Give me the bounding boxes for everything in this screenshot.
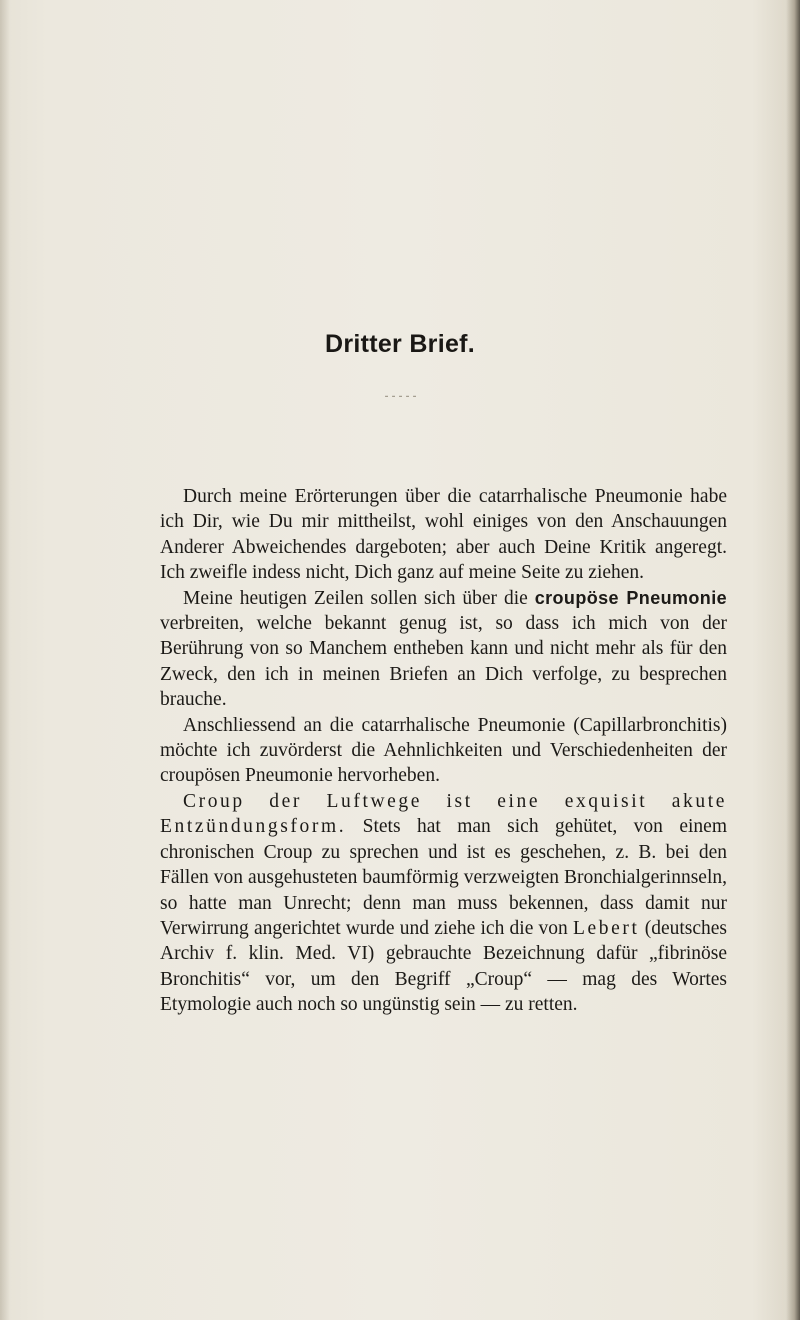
emphasis-croupoese-pneumonie: croupöse Pneumonie: [534, 587, 728, 608]
paragraph-2: [160, 586, 727, 713]
paragraph-4: [160, 789, 727, 1018]
spaced-lead-croup: Croup der Luftwege ist eine exquisit akute Entzündungsform.: [160, 790, 727, 838]
paragraph-1: Durch meine Erörterungen über die catarrhalische Pneumonie habe ich Dir, wie Du mir mittheilst, wohl einiges von den Anschauungen Anderer Abweichendes dargeboten; aber auch Deine Kritik angeregt. Ich zweifle indess nicht, Dich ganz auf meine Seite zu ziehen.: [160, 486, 727, 584]
paragraph-4-middle: Stets hat man sich gehütet, von einem chronischen Croup zu sprechen und ist es geschehen, z. B. bei den Fällen von ausgehusteten baumförmig verzweigten Bronchialgerinnseln, so hatte man Unrecht; denn man muss bekennen, dass damit nur Verwirrung angerichtet wurde und ziehe ich die von: [160, 816, 727, 939]
paragraph-2-before: Meine heutigen Zeilen sollen sich über die: [183, 587, 535, 609]
ornament-divider: ⁃⁃⁃⁃⁃: [384, 392, 419, 403]
spaced-name-lebert: Lebert: [573, 917, 640, 939]
body-text: [160, 484, 727, 1018]
paragraph-3: Anschliessend an die catarrhalische Pneumonie (Capillarbronchitis) möchte ich zuvörderst die Aehnlichkeiten und Verschiedenheiten der croupösen Pneumonie hervorheben.: [160, 714, 727, 787]
paragraph-2-after: verbreiten, welche bekannt genug ist, so dass ich mich von der Berührung von so Manchem entheben kann und nicht mehr als für den Zweck, den ich in meinen Briefen an Dich verfolge, zu besprechen brauche.: [160, 613, 727, 711]
page-edge-left: [0, 0, 10, 1320]
page-edge-right: [786, 0, 800, 1320]
chapter-title: Dritter Brief.: [324, 330, 476, 358]
paragraph-4-after: (deutsches Archiv f. klin. Med. VI) gebrauchte Bezeichnung dafür „fibrinöse Bronchitis“ vor, um den Begriff „Croup“ — mag des Wortes Etymologie auch noch so ungünstig sein — zu retten.: [160, 917, 727, 1016]
